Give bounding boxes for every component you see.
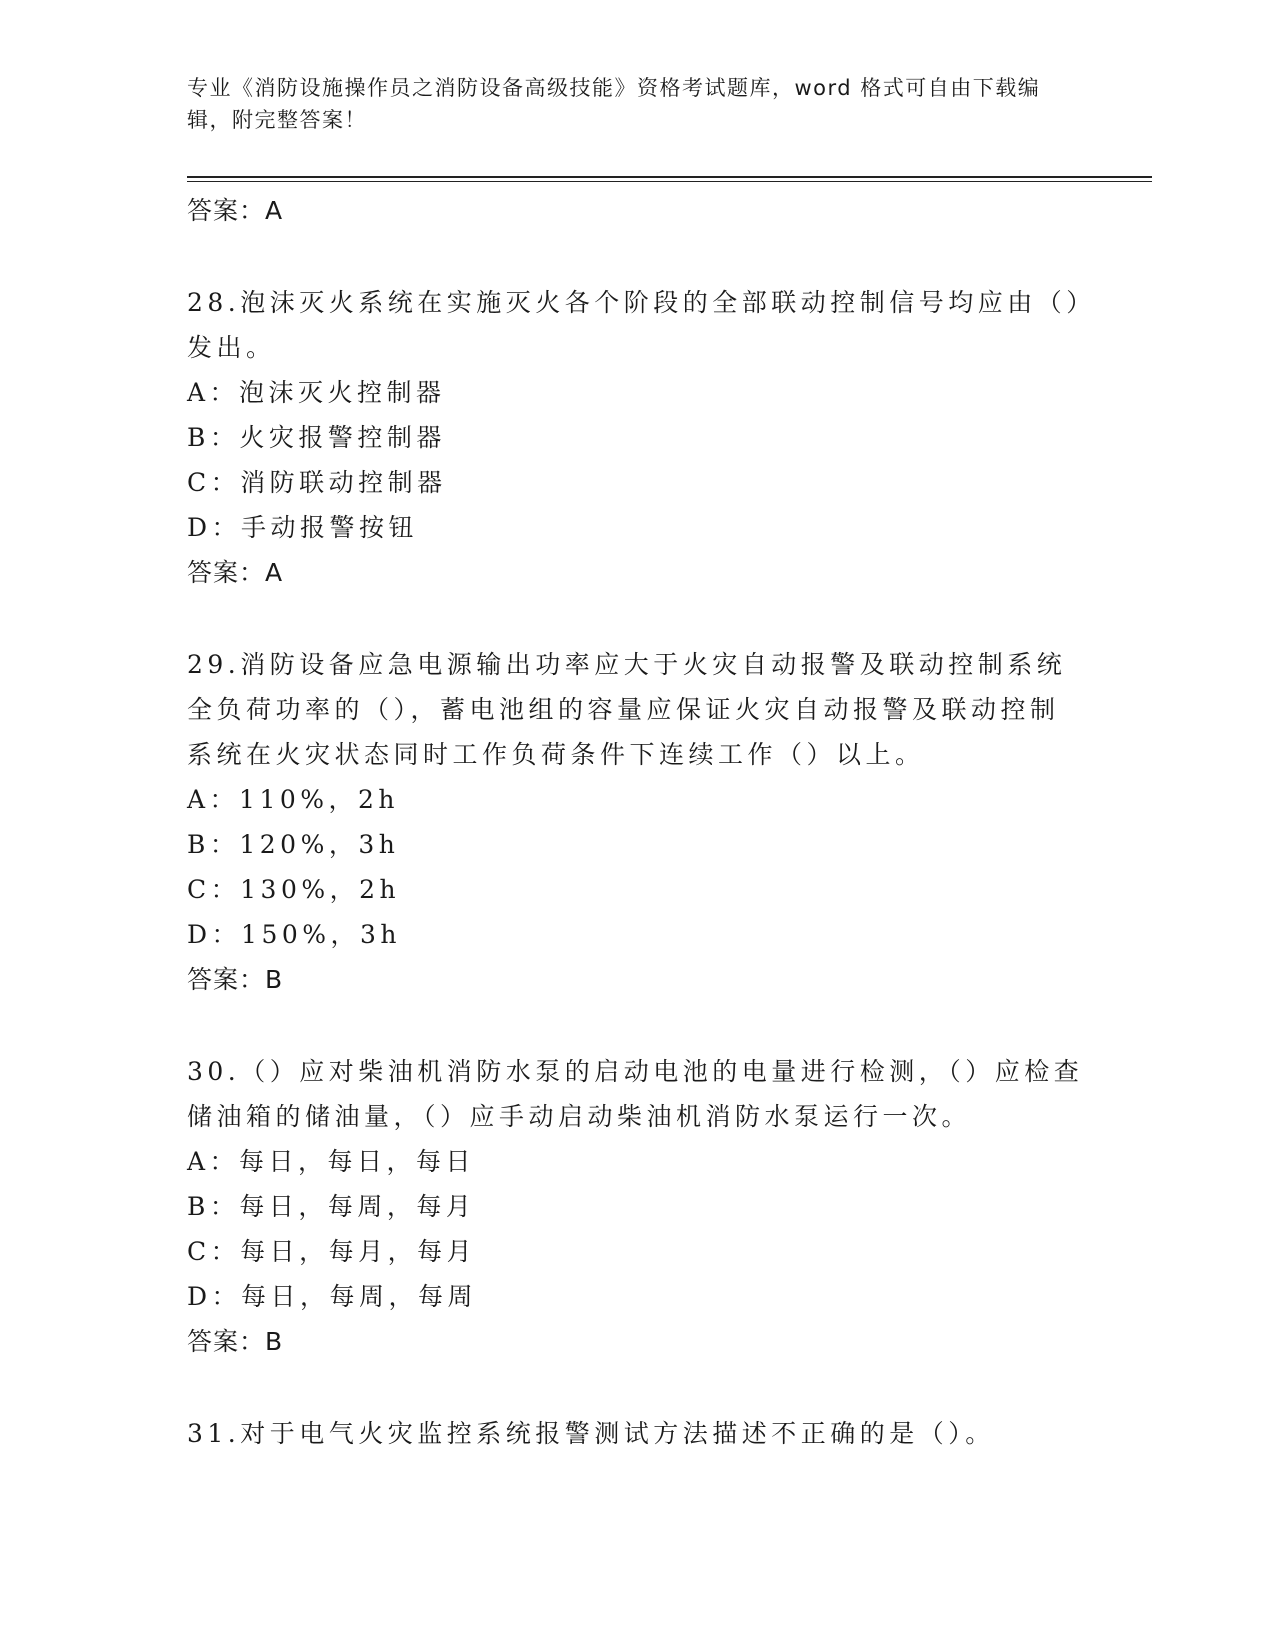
question-29	[187, 642, 1087, 1003]
option-d: D：手动报警按钮	[187, 513, 419, 542]
question-28	[187, 280, 1087, 596]
option-a: A：110%，2h	[187, 785, 400, 814]
option-a: A：每日，每日，每日	[187, 1147, 476, 1176]
answer-29: 答案：B	[187, 965, 284, 994]
header-divider-thin	[187, 181, 1152, 182]
answer-28: 答案：A	[187, 558, 284, 587]
document-body	[187, 188, 1087, 1456]
question-text: 30.（）应对柴油机消防水泵的启动电池的电量进行检测，（）应检查储油箱的储油量，（）应手动启动柴油机消防水泵运行一次。	[187, 1057, 1084, 1131]
question-text: 29.消防设备应急电源输出功率应大于火灾自动报警及联动控制系统全负荷功率的（），蓄电池组的容量应保证火灾自动报警及联动控制系统在火灾状态同时工作负荷条件下连续工作（）以上。	[187, 650, 1067, 769]
header-divider	[187, 176, 1152, 178]
option-c: C：130%，2h	[187, 875, 401, 904]
page-header: 专业《消防设施操作员之消防设备高级技能》资格考试题库，word 格式可自由下载编辑，附完整答案！	[187, 76, 1041, 132]
question-30	[187, 1049, 1087, 1365]
option-c: C：每日，每月，每月	[187, 1237, 477, 1266]
question-31	[187, 1411, 1087, 1456]
option-c: C：消防联动控制器	[187, 468, 447, 497]
answer-27: 答案：A	[187, 196, 284, 225]
option-a: A：泡沫灭火控制器	[187, 378, 446, 407]
spacer	[187, 234, 1087, 280]
question-text: 31.对于电气火灾监控系统报警测试方法描述不正确的是（）。	[187, 1419, 995, 1448]
option-d: D：150%，3h	[187, 920, 402, 949]
spacer	[187, 1365, 1087, 1411]
spacer	[187, 1003, 1087, 1049]
option-b: B：每日，每周，每月	[187, 1192, 476, 1221]
question-text: 28.泡沫灭火系统在实施灭火各个阶段的全部联动控制信号均应由（）发出。	[187, 288, 1084, 362]
option-b: B：火灾报警控制器	[187, 423, 446, 452]
option-b: B：120%，3h	[187, 830, 400, 859]
answer-30: 答案：B	[187, 1327, 284, 1356]
option-d: D：每日，每周，每周	[187, 1282, 478, 1311]
spacer	[187, 596, 1087, 642]
